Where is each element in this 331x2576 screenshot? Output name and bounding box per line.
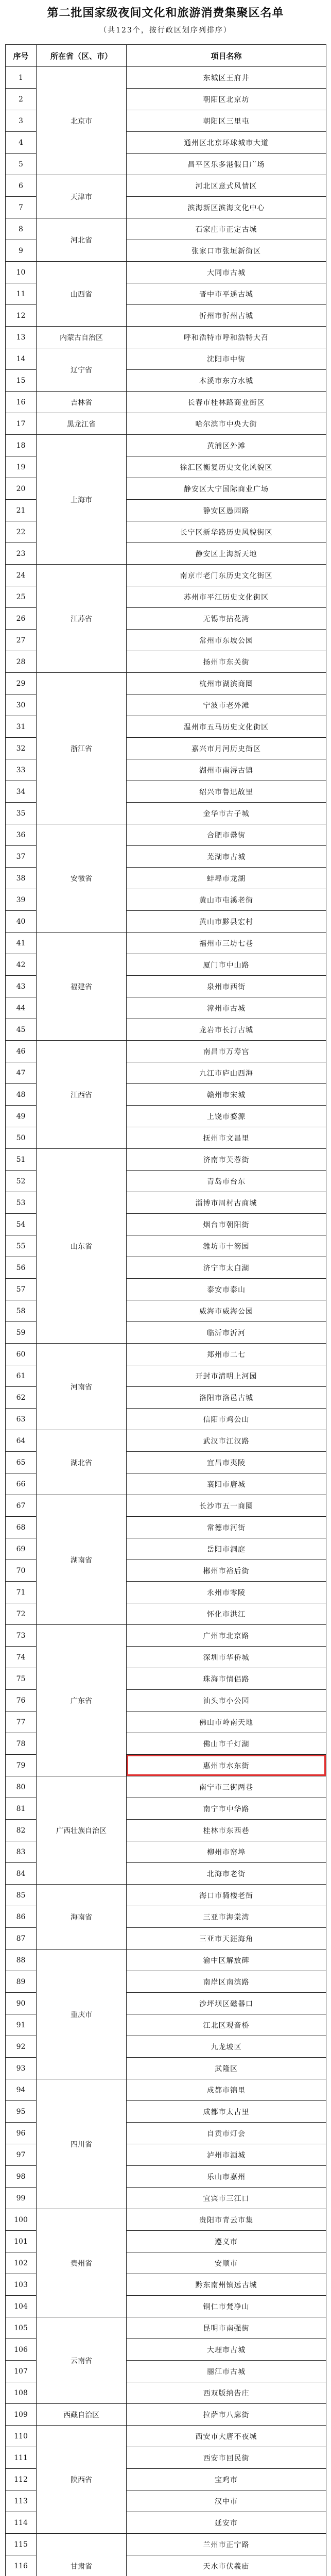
row-project-name: 佛山市岭南天地 [127,1711,326,1733]
row-project-name: 张家口市张垣新街区 [127,240,326,262]
row-project-name: 金华市古子城 [127,803,326,824]
row-number: 67 [6,1495,37,1517]
row-number: 112 [6,2469,37,2490]
row-region: 甘肃省 [37,2534,127,2576]
row-number: 73 [6,1625,37,1647]
row-number: 75 [6,1668,37,1690]
row-number: 61 [6,1365,37,1387]
row-project-name: 朝阳区北京坊 [127,89,326,110]
row-project-name: 哈尔滨市中央大街 [127,413,326,435]
row-number: 4 [6,132,37,154]
row-number: 85 [6,1885,37,1906]
row-project-name: 贵阳市青云市集 [127,2209,326,2231]
row-project-name: 郑州市二七 [127,1344,326,1365]
row-project-name: 怀化市洪江 [127,1603,326,1625]
row-project-name: 江北区观音桥 [127,2014,326,2036]
row-project-name: 威海市威海公园 [127,1300,326,1322]
row-number: 72 [6,1603,37,1625]
row-region: 四川省 [37,2079,127,2209]
row-number: 39 [6,889,37,911]
row-project-name: 成都市锦里 [127,2079,326,2101]
row-number: 13 [6,327,37,348]
row-project-name: 成都市太古里 [127,2101,326,2123]
table-row [6,435,326,456]
row-number: 79 [6,1755,37,1776]
row-project-name: 绍兴市鲁迅故里 [127,781,326,803]
row-number: 7 [6,197,37,218]
row-project-name: 朝阳区三里屯 [127,110,326,132]
row-number: 64 [6,1430,37,1452]
row-project-name: 柳州市窑埠 [127,1841,326,1863]
row-project-name: 临沂市沂河 [127,1322,326,1344]
row-project-name: 通州区北京环球城市大道 [127,132,326,154]
row-project-name: 西安市大唐不夜城 [127,2426,326,2447]
row-project-name: 芜湖市古城 [127,846,326,868]
row-number: 106 [6,2339,37,2361]
row-project-name: 嘉兴市月河历史街区 [127,738,326,759]
row-number: 102 [6,2252,37,2274]
row-project-name: 本溪市东方水城 [127,370,326,392]
row-project-name: 珠海市情侣路 [127,1668,326,1690]
column-header-number: 序号 [6,45,37,67]
row-project-name: 常州市东坡公园 [127,630,326,651]
row-number: 101 [6,2231,37,2252]
row-region: 云南省 [37,2317,127,2404]
row-number: 28 [6,651,37,673]
row-project-name: 三亚市海棠湾 [127,1906,326,1928]
row-number: 116 [6,2555,37,2576]
row-number: 95 [6,2101,37,2123]
row-project-name: 乐山市嘉州 [127,2166,326,2188]
table-row [6,1430,326,1452]
row-project-name: 长春市桂林路商业街区 [127,392,326,413]
row-number: 2 [6,89,37,110]
row-number: 63 [6,1409,37,1430]
table-body [6,67,326,2576]
row-project-name: 潍坊市十笏园 [127,1235,326,1257]
table-header-row [6,45,326,67]
row-number: 74 [6,1647,37,1668]
row-project-name: 汉中市 [127,2490,326,2512]
table-row [6,1776,326,1798]
row-number: 15 [6,370,37,392]
row-number: 38 [6,868,37,889]
row-number: 22 [6,521,37,543]
row-region: 湖北省 [37,1430,127,1495]
row-region: 湖南省 [37,1495,127,1625]
row-number: 87 [6,1928,37,1950]
row-region: 内蒙古自治区 [37,327,127,348]
row-project-name: 昆明市南强街 [127,2317,326,2339]
column-header-project-name: 项目名称 [127,45,326,67]
document-title: 第二批国家级夜间文化和旅游消费集聚区名单 [47,7,284,20]
row-number: 58 [6,1300,37,1322]
row-number: 52 [6,1171,37,1192]
row-project-name: 永州市零陵 [127,1582,326,1603]
row-number: 53 [6,1192,37,1214]
table-row [6,1149,326,1171]
row-project-name: 长沙市五一商圈 [127,1495,326,1517]
row-project-name: 西安市回民街 [127,2447,326,2469]
table-row [6,67,326,89]
row-region: 北京市 [37,67,127,175]
row-number: 93 [6,2058,37,2079]
row-number: 44 [6,997,37,1019]
row-number: 51 [6,1149,37,1171]
table-row [6,1950,326,1971]
row-project-name: 杭州市湖滨商圈 [127,673,326,694]
row-project-name: 襄阳市唐城 [127,1473,326,1495]
row-number: 37 [6,846,37,868]
row-number: 43 [6,976,37,997]
table-row [6,1885,326,1906]
row-project-name: 武隆区 [127,2058,326,2079]
row-number: 10 [6,262,37,283]
row-number: 88 [6,1950,37,1971]
row-number: 30 [6,694,37,716]
row-number: 56 [6,1257,37,1279]
row-number: 90 [6,1993,37,2014]
row-number: 71 [6,1582,37,1603]
row-number: 110 [6,2426,37,2447]
table-row [6,392,326,413]
row-number: 14 [6,348,37,370]
row-number: 36 [6,824,37,846]
row-project-name: 武汉市江汉路 [127,1430,326,1452]
row-project-name: 济宁市太白湖 [127,1257,326,1279]
row-number: 31 [6,716,37,738]
row-number: 111 [6,2447,37,2469]
row-number: 70 [6,1560,37,1582]
row-project-name: 兰州市正宁路 [127,2534,326,2555]
table-row [6,175,326,197]
row-project-name: 昌平区乐多港假日广场 [127,154,326,175]
row-number: 68 [6,1517,37,1538]
row-project-name: 宜昌市夷陵 [127,1452,326,1473]
row-project-name: 厦门市中山路 [127,954,326,976]
row-number: 96 [6,2123,37,2144]
row-number: 107 [6,2361,37,2382]
row-number: 60 [6,1344,37,1365]
row-number: 84 [6,1863,37,1885]
table-row [6,2209,326,2231]
row-number: 76 [6,1690,37,1711]
row-number: 59 [6,1322,37,1344]
row-number: 29 [6,673,37,694]
row-project-name: 泉州市西街 [127,976,326,997]
row-region: 陕西省 [37,2426,127,2534]
row-project-name: 遵义市 [127,2231,326,2252]
row-project-name: 静安区上海新天地 [127,543,326,565]
row-region: 重庆市 [37,1950,127,2079]
row-number: 108 [6,2382,37,2404]
row-project-name: 沙坪坝区磁器口 [127,1993,326,2014]
row-project-name: 丽江市古城 [127,2361,326,2382]
row-number: 115 [6,2534,37,2555]
row-number: 65 [6,1452,37,1473]
row-project-name: 开封市清明上河园 [127,1365,326,1387]
row-number: 82 [6,1820,37,1841]
row-project-name: 赣州市宋城 [127,1084,326,1106]
row-number: 62 [6,1387,37,1409]
row-number: 9 [6,240,37,262]
row-project-name: 呼和浩特市呼和浩特大召 [127,327,326,348]
row-number: 42 [6,954,37,976]
row-number: 1 [6,67,37,89]
row-project-name: 南宁市三街两巷 [127,1776,326,1798]
row-number: 55 [6,1235,37,1257]
row-region: 福建省 [37,933,127,1041]
row-project-name: 烟台市朝阳街 [127,1214,326,1235]
row-project-name: 郴州市裕后街 [127,1560,326,1582]
table-row [6,933,326,954]
row-number: 8 [6,218,37,240]
row-project-name: 上饶市婺源 [127,1106,326,1127]
row-project-name: 黔东南州镇远古城 [127,2274,326,2296]
row-project-name: 漳州市古城 [127,997,326,1019]
row-number: 12 [6,305,37,327]
row-project-name: 晋中市平遥古城 [127,283,326,305]
row-project-name: 徐汇区衡复历史文化风貌区 [127,456,326,478]
row-region: 河北省 [37,218,127,262]
row-project-name: 信阳市鸡公山 [127,1409,326,1430]
row-project-name: 宁波市老外滩 [127,694,326,716]
row-region: 上海市 [37,435,127,565]
row-number: 3 [6,110,37,132]
row-number: 105 [6,2317,37,2339]
row-number: 27 [6,630,37,651]
row-region: 山西省 [37,262,127,327]
row-project-name: 北海市老街 [127,1863,326,1885]
row-number: 33 [6,759,37,781]
row-number: 35 [6,803,37,824]
row-number: 18 [6,435,37,456]
row-project-name: 东城区王府井 [127,67,326,89]
table-row [6,2426,326,2447]
table-row [6,2404,326,2426]
row-number: 25 [6,586,37,608]
row-project-name: 汕头市小公园 [127,1690,326,1711]
row-number: 103 [6,2274,37,2296]
row-number: 69 [6,1538,37,1560]
row-number: 17 [6,413,37,435]
row-number: 113 [6,2490,37,2512]
row-region: 黑龙江省 [37,413,127,435]
row-number: 21 [6,500,37,521]
row-project-name: 桂林市东西巷 [127,1820,326,1841]
row-project-name: 抚州市文昌里 [127,1127,326,1149]
table-row [6,2534,326,2555]
row-region: 辽宁省 [37,348,127,392]
row-number: 89 [6,1971,37,1993]
row-number: 19 [6,456,37,478]
row-project-name: 扬州市东关街 [127,651,326,673]
row-project-name: 青岛市台东 [127,1171,326,1192]
table-row [6,1625,326,1647]
row-number: 48 [6,1084,37,1106]
row-region: 安徽省 [37,824,127,933]
row-project-name: 静安区愚园路 [127,500,326,521]
row-project-name: 南京市老门东历史文化街区 [127,565,326,586]
row-project-name: 宜宾市三江口 [127,2188,326,2209]
row-project-name: 济南市芙蓉街 [127,1149,326,1171]
row-project-name: 福州市三坊七巷 [127,933,326,954]
row-project-name: 天水市伏羲庙 [127,2555,326,2576]
row-project-name: 大理市古城 [127,2339,326,2361]
row-number: 11 [6,283,37,305]
row-project-name: 南昌市万寿宫 [127,1041,326,1062]
row-project-name: 龙岩市长汀古城 [127,1019,326,1041]
row-number: 24 [6,565,37,586]
row-region: 江苏省 [37,565,127,673]
row-number: 26 [6,608,37,630]
row-number: 99 [6,2188,37,2209]
row-project-name: 黄山市黟县宏村 [127,911,326,933]
row-region: 广东省 [37,1625,127,1776]
row-number: 41 [6,933,37,954]
row-project-name: 滨海新区滨海文化中心 [127,197,326,218]
row-number: 46 [6,1041,37,1062]
row-number: 83 [6,1841,37,1863]
row-project-name: 洛阳市洛邑古城 [127,1387,326,1409]
table-row [6,1041,326,1062]
row-project-name: 南岸区南滨路 [127,1971,326,1993]
row-project-name: 湖州市南浔古镇 [127,759,326,781]
row-project-name: 黄浦区外滩 [127,435,326,456]
row-project-name: 安顺市 [127,2252,326,2274]
row-number: 23 [6,543,37,565]
row-project-name: 宝鸡市 [127,2469,326,2490]
row-project-name: 沈阳市中街 [127,348,326,370]
row-region: 海南省 [37,1885,127,1950]
row-project-name: 拉萨市八廓街 [127,2404,326,2426]
row-number: 6 [6,175,37,197]
row-project-name: 海口市骑楼老街 [127,1885,326,1906]
row-region: 贵州省 [37,2209,127,2317]
row-region: 天津市 [37,175,127,218]
row-number: 114 [6,2512,37,2534]
row-project-name: 南宁市中华路 [127,1798,326,1820]
row-number: 92 [6,2036,37,2058]
row-project-name: 九江市庐山西海 [127,1062,326,1084]
row-number: 50 [6,1127,37,1149]
row-number: 98 [6,2166,37,2188]
row-region: 吉林省 [37,392,127,413]
row-number: 109 [6,2404,37,2426]
row-project-name: 苏州市平江历史文化街区 [127,586,326,608]
row-region: 广西壮族自治区 [37,1776,127,1885]
row-number: 16 [6,392,37,413]
table-row [6,348,326,370]
table-row [6,327,326,348]
table-row [6,2079,326,2101]
row-number: 80 [6,1776,37,1798]
table-row [6,413,326,435]
row-project-name: 河北区意式风情区 [127,175,326,197]
table-row [6,1495,326,1517]
row-number: 20 [6,478,37,500]
table-row [6,1344,326,1365]
row-region: 江西省 [37,1041,127,1149]
row-project-name: 石家庄市正定古城 [127,218,326,240]
row-project-name: 九龙坡区 [127,2036,326,2058]
row-number: 49 [6,1106,37,1127]
table-row [6,565,326,586]
row-project-name: 忻州市忻州古城 [127,305,326,327]
row-project-name: 佛山市千灯湖 [127,1733,326,1755]
row-project-name: 深圳市华侨城 [127,1647,326,1668]
row-number: 47 [6,1062,37,1084]
row-project-name: 铜仁市梵净山 [127,2296,326,2317]
row-project-name: 渝中区解放碑 [127,1950,326,1971]
row-number: 45 [6,1019,37,1041]
row-number: 57 [6,1279,37,1300]
table-row [6,262,326,283]
row-region: 浙江省 [37,673,127,824]
document-subtitle: （共123个，按行政区划序列排序） [99,26,232,35]
table-row [6,673,326,694]
row-number: 40 [6,911,37,933]
clusters-table [5,44,326,2576]
row-project-name: 自贡市灯会 [127,2123,326,2144]
row-project-name: 广州市北京路 [127,1625,326,1647]
row-project-name: 三亚市天涯海角 [127,1928,326,1950]
row-project-name: 西双版纳告庄 [127,2382,326,2404]
row-number: 100 [6,2209,37,2231]
row-number: 104 [6,2296,37,2317]
row-number: 34 [6,781,37,803]
row-project-name: 大同市古城 [127,262,326,283]
row-project-name: 常德市河街 [127,1517,326,1538]
row-project-name: 长宁区新华路历史风貌街区 [127,521,326,543]
row-project-name: 温州市五马历史文化街区 [127,716,326,738]
table-row [6,2317,326,2339]
row-project-name: 惠州市水东街 [127,1755,326,1776]
row-number: 97 [6,2144,37,2166]
row-number: 78 [6,1733,37,1755]
row-number: 77 [6,1711,37,1733]
row-project-name: 合肥市罍街 [127,824,326,846]
row-region: 山东省 [37,1149,127,1344]
row-project-name: 蚌埠市龙湖 [127,868,326,889]
row-number: 94 [6,2079,37,2101]
row-number: 86 [6,1906,37,1928]
row-project-name: 淄博市周村古商城 [127,1192,326,1214]
row-number: 54 [6,1214,37,1235]
row-number: 66 [6,1473,37,1495]
row-project-name: 泸州市酒城 [127,2144,326,2166]
row-number: 32 [6,738,37,759]
row-number: 91 [6,2014,37,2036]
column-header-region: 所在省（区、市） [37,45,127,67]
row-project-name: 无锡市拈花湾 [127,608,326,630]
row-project-name: 静安区大宁国际商业广场 [127,478,326,500]
row-region: 河南省 [37,1344,127,1430]
table-row [6,218,326,240]
table-row [6,824,326,846]
row-number: 5 [6,154,37,175]
row-project-name: 岳阳市洞庭 [127,1538,326,1560]
row-project-name: 黄山市屯溪老街 [127,889,326,911]
row-project-name: 延安市 [127,2512,326,2534]
row-number: 81 [6,1798,37,1820]
row-region: 西藏自治区 [37,2404,127,2426]
row-project-name: 泰安市泰山 [127,1279,326,1300]
